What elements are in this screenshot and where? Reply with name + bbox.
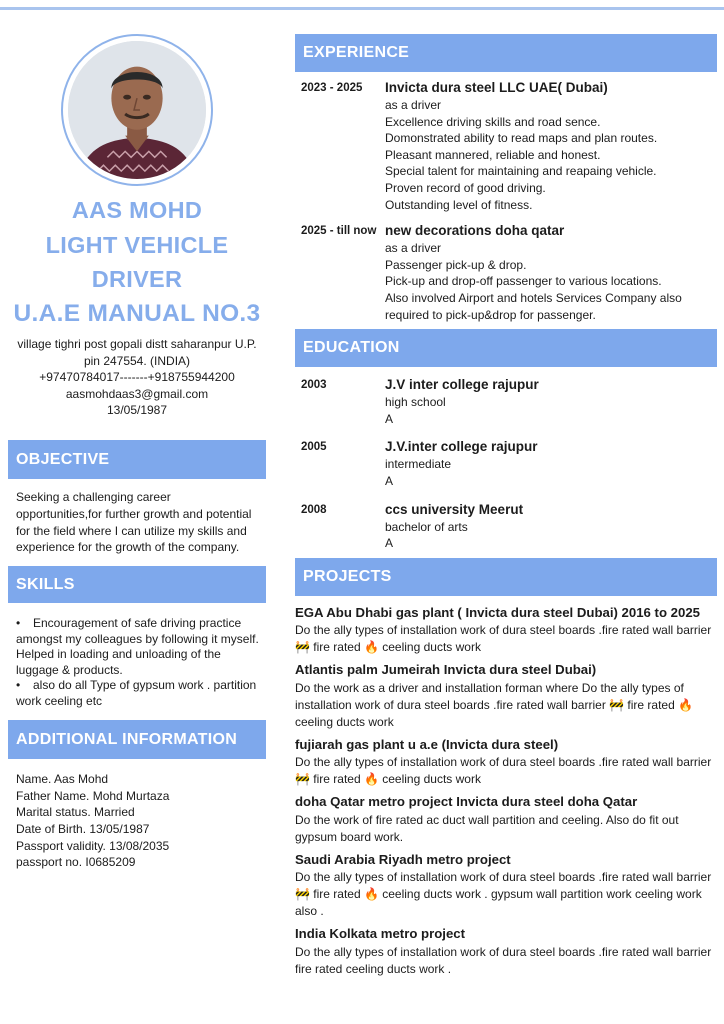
education-level: high school (385, 395, 446, 410)
project-title: EGA Abu Dhabi gas plant ( Invicta dura steel Dubai) 2016 to 2025 (295, 604, 701, 620)
project-item (295, 736, 717, 789)
project-title: Atlantis palm Jumeirah Invicta dura steel Dubai) (295, 662, 597, 678)
name-line-1: AAS MOHD (71, 197, 203, 223)
project-item (295, 661, 717, 731)
profile-photo (68, 41, 206, 179)
experience-period: 2023 - 2025 (301, 82, 363, 94)
education-grade: A (385, 473, 394, 488)
top-divider (0, 7, 724, 10)
experience-heading: EXPERIENCE (295, 34, 717, 72)
project-item (295, 604, 717, 657)
project-description: Do the ally types of installation work of dura steel boards .fire rated wall barrier 🚧 fire rated 🔥 ceeling ducts work (295, 755, 712, 787)
education-entry (295, 375, 717, 427)
experience-line: Special talent for maintaining and reapaing vehicle. (385, 164, 657, 179)
education-level: bachelor of arts (385, 519, 468, 534)
additional-info-line: Father Name. Mohd Murtaza (16, 788, 170, 803)
additional-info-line: Passport validity. 13/08/2035 (16, 838, 170, 853)
project-description: Do the work of fire rated ac duct wall partition and ceeling. Also do fit out gypsum board work. (295, 812, 679, 844)
project-title: India Kolkata metro project (295, 926, 466, 942)
skills-heading: SKILLS (8, 566, 266, 603)
skill-item-3: • also do all Type of gypsum work . partition work ceeling etc (16, 678, 260, 709)
name-title-block (8, 193, 266, 331)
date-of-birth: 13/05/1987 (106, 403, 168, 418)
objective-text: Seeking a challenging career opportunities,for further growth and potential for the field where I can utilize my skills and experience for the growth of the company. (16, 489, 252, 555)
education-entry (295, 437, 717, 489)
project-description: Do the ally types of installation work of dura steel boards .fire rated wall barrier 🚧 fire rated 🔥 ceeling ducts work . gypsum wall partition work ceeling work also . (295, 870, 712, 919)
education-school: J.V.inter college rajupur (385, 439, 538, 455)
project-title: doha Qatar metro project Invicta dura steel doha Qatar (295, 794, 638, 810)
education-year: 2008 (301, 503, 327, 516)
experience-line: Outstanding level of fitness. (385, 197, 533, 212)
education-entry (295, 500, 717, 552)
experience-line: Domonstrated ability to read maps and plan routes. (385, 131, 658, 146)
skills-list (8, 603, 266, 709)
address-line-2: pin 247554. (INDIA) (83, 353, 191, 368)
project-title: fujiarah gas plant u a.e (Invicta dura steel) (295, 736, 559, 752)
skill-item-1: • Encouragement of safe driving practice amongst my colleagues by following it myself. (16, 616, 260, 647)
experience-entry (295, 78, 717, 213)
additional-info-line: passport no. I0685209 (16, 855, 136, 870)
projects-heading: PROJECTS (295, 558, 717, 596)
additional-info-line: Marital status. Married (16, 805, 135, 820)
project-item (295, 851, 717, 921)
objective-heading: OBJECTIVE (8, 440, 266, 479)
project-title: Saudi Arabia Riyadh metro project (295, 851, 511, 867)
experience-line: Also involved Airport and hotels Services Company also (385, 290, 682, 305)
education-year: 2003 (301, 379, 327, 392)
experience-company: new decorations doha qatar (385, 223, 565, 239)
left-column (8, 34, 266, 871)
additional-info-line: Date of Birth. 13/05/1987 (16, 821, 150, 836)
experience-line: Proven record of good driving. (385, 180, 546, 195)
experience-period: 2025 - till now (301, 225, 377, 238)
education-level: intermediate (385, 457, 452, 472)
experience-line: Pick-up and drop-off passenger to various locations. (385, 274, 662, 289)
additional-info-heading: ADDITIONAL INFORMATION (8, 720, 266, 759)
name-line-3: DRIVER (91, 266, 183, 292)
experience-line: Pleasant mannered, reliable and honest. (385, 147, 601, 162)
education-year: 2005 (301, 441, 327, 454)
contact-block (8, 336, 266, 419)
project-description: Do the work as a driver and installation forman where Do the ally types of installation work of dura steel boards .fire rated wall barrier 🚧 fire rated 🔥 ceeling ducts work (295, 680, 694, 729)
profile-photo-frame (61, 34, 213, 186)
education-school: J.V inter college rajupur (385, 377, 539, 393)
additional-info-list (8, 759, 266, 871)
experience-entry (295, 221, 717, 323)
experience-line: Passenger pick-up & drop. (385, 257, 527, 272)
education-school: ccs university Meerut (385, 501, 524, 517)
additional-info-line: Name. Aas Mohd (16, 772, 109, 787)
education-grade: A (385, 411, 394, 426)
experience-company: Invicta dura steel LLC UAE( Dubai) (385, 80, 608, 95)
project-item (295, 925, 717, 978)
project-description: Do the ally types of installation work of dura steel boards .fire rated wall barrier fire rated ceeling ducts work . (295, 944, 712, 976)
experience-line: Excellence driving skills and road sence. (385, 114, 601, 129)
address-line-1: village tighri post gopali distt saharanpur U.P. (17, 337, 257, 351)
person-portrait-icon (68, 41, 206, 179)
experience-line: as a driver (385, 241, 442, 256)
experience-line: required to pick-up&drop for passenger. (385, 307, 596, 322)
education-grade: A (385, 536, 394, 551)
skill-item-2: Helped in loading and unloading of the luggage & products. (16, 647, 221, 677)
email-address: aasmohdaas3@gmail.com (65, 386, 209, 401)
experience-line: as a driver (385, 98, 442, 112)
project-item (295, 793, 717, 846)
education-heading: EDUCATION (295, 329, 717, 367)
name-line-4: U.A.E MANUAL NO.3 (13, 299, 261, 327)
phone-numbers: +97470784017-------+918755944200 (39, 370, 235, 385)
right-column (295, 34, 717, 978)
project-description: Do the ally types of installation work of dura steel boards .fire rated wall barrier 🚧 fire rated 🔥 ceeling ducts work (295, 623, 712, 655)
name-line-2: LIGHT VEHICLE (45, 231, 229, 258)
